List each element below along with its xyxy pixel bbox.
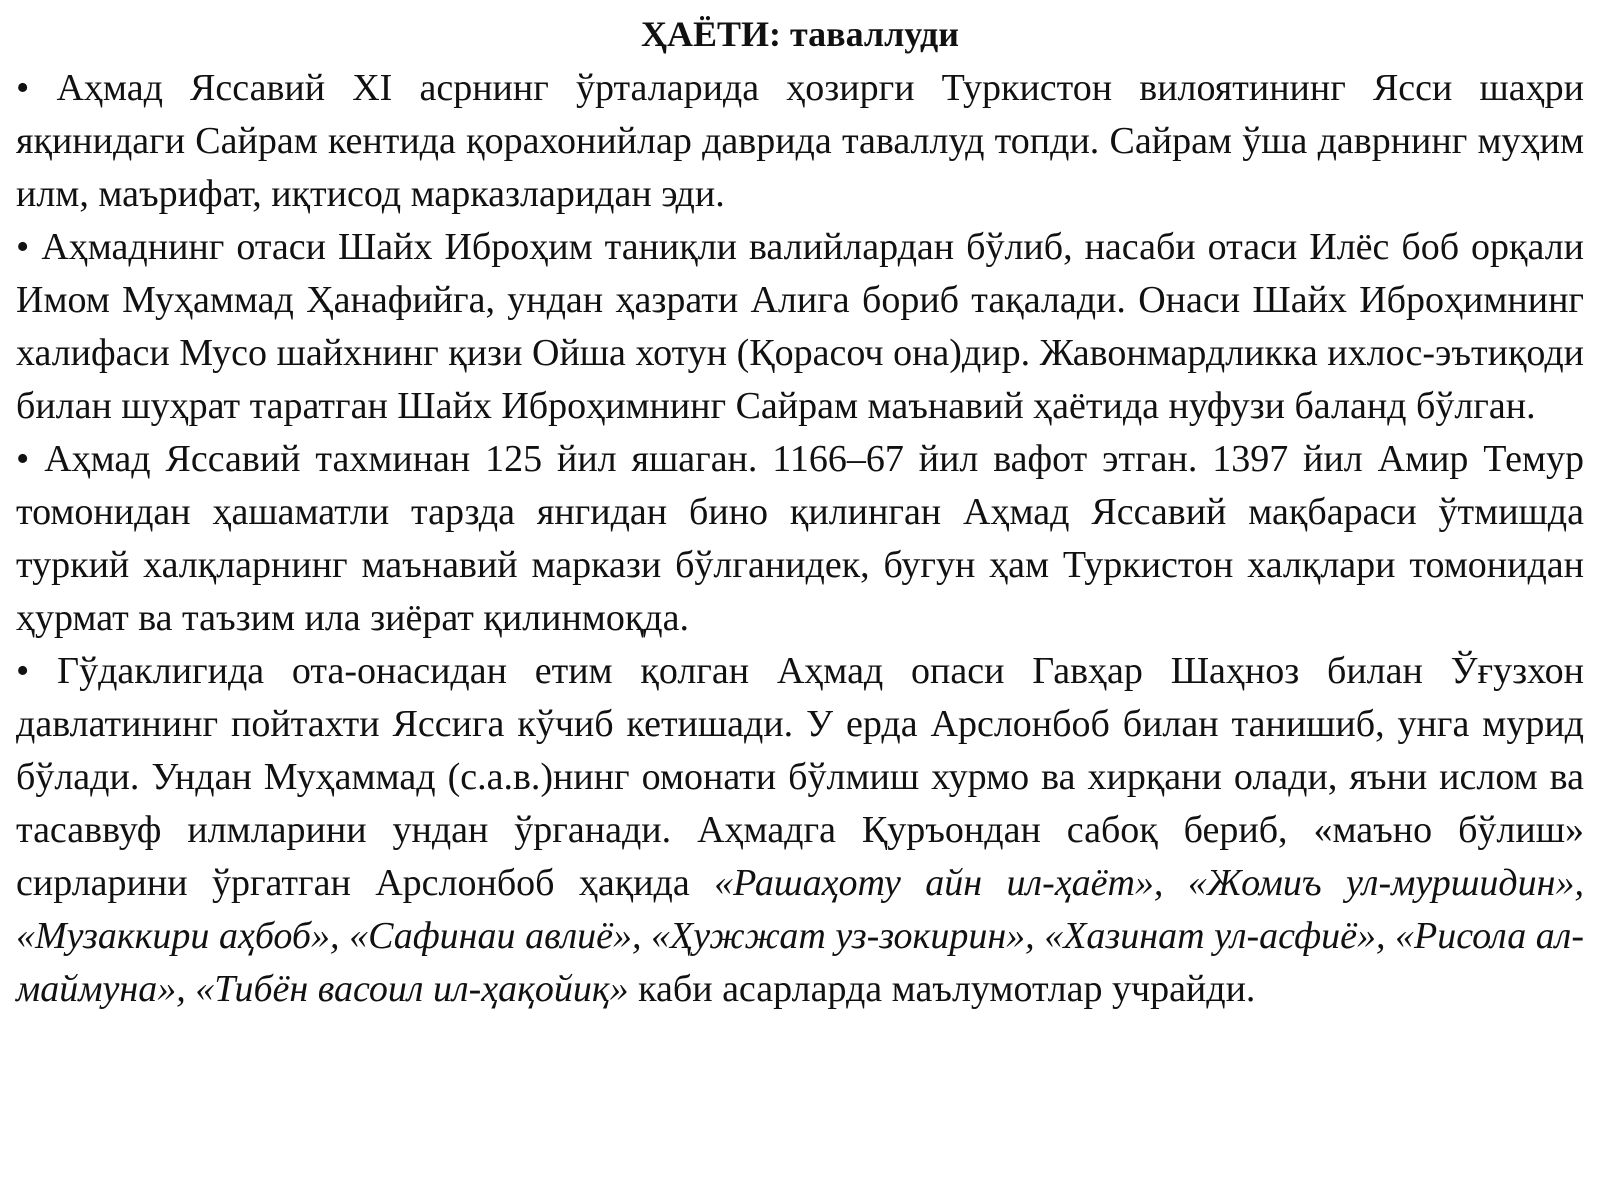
paragraph-text: Гўдаклигида ота-онасидан етим қолган Аҳмад опаси Гавҳар Шаҳноз билан Ўғузхон давлатининг пойтахти Яссига кўчиб кетишади. У ерда Арслонбоб билан танишиб, унга мурид бўлади. Ундан Муҳаммад (с.а.в.)нинг омонати бўлмиш хурмо ва хирқани олади, яъни ислом ва тасаввуф илмларини ундан ўрганади. Аҳмадга Қуръондан сабоқ бериб, «маъно бўлиш» сирларини ўргатган Арслонбоб ҳақида	[16, 650, 1585, 904]
paragraph-text: Аҳмаднинг отаси Шайх Иброҳим таниқли валийлардан бўлиб, насаби отаси Илёс боб орқали Имом Муҳаммад Ҳанафийга, ундан ҳазрати Алига бориб тақалади. Онаси Шайх Иброҳимнинг халифаси Мусо шайхнинг қизи Ойша хотун (Қорасоч она)дир. Жавонмардликка ихлос-эътиқоди билан шуҳрат таратган Шайх Иброҳимнинг Сайрам маънавий ҳаётида нуфузи баланд бўлган.	[16, 226, 1585, 427]
paragraph-italic-titles: «Рашаҳоту айн ил-ҳаёт», «Жомиъ ул-муршидин», «Музаккири аҳбоб», «Сафинаи авлиё», «Ҳужжат уз-зокирин», «Хазинат ул-асфиё», «Рисола ал-маймуна», «Тибён васоил ил-ҳақойиқ»	[16, 862, 1584, 1010]
paragraph-childhood	[16, 645, 1584, 1016]
paragraph-text: Аҳмад Яссавий XI асрнинг ўрталарида ҳозирги Туркистон вилоятининг Ясси шаҳри яқинидаги Сайрам кентида қорахонийлар даврида таваллуд топди. Сайрам ўша даврнинг муҳим илм, маърифат, иқтисод марказларидан эди.	[16, 67, 1584, 215]
bullet-icon: •	[16, 226, 30, 268]
document-page	[16, 6, 1584, 1016]
paragraph-death-mausoleum	[16, 433, 1584, 645]
paragraph-parents	[16, 221, 1584, 433]
bullet-icon: •	[16, 67, 30, 109]
paragraph-tail-text: каби асарларда маълумотлар учрайди.	[628, 968, 1256, 1010]
paragraph-text: Аҳмад Яссавий тахминан 125 йил яшаган. 1166–67 йил вафот этган. 1397 йил Амир Темур томонидан ҳашаматли тарзда янгидан бино қилинган Аҳмад Яссавий мақбараси ўтмишда туркий халқларнинг маънавий маркази бўлганидек, бугун ҳам Туркистон халқлари томонидан ҳурмат ва таъзим ила зиёрат қилинмоқда.	[16, 438, 1584, 639]
bullet-icon: •	[16, 438, 30, 480]
paragraph-birth	[16, 62, 1584, 221]
page-title: ҲАЁТИ: таваллуди	[641, 14, 959, 54]
bullet-icon: •	[16, 650, 30, 692]
